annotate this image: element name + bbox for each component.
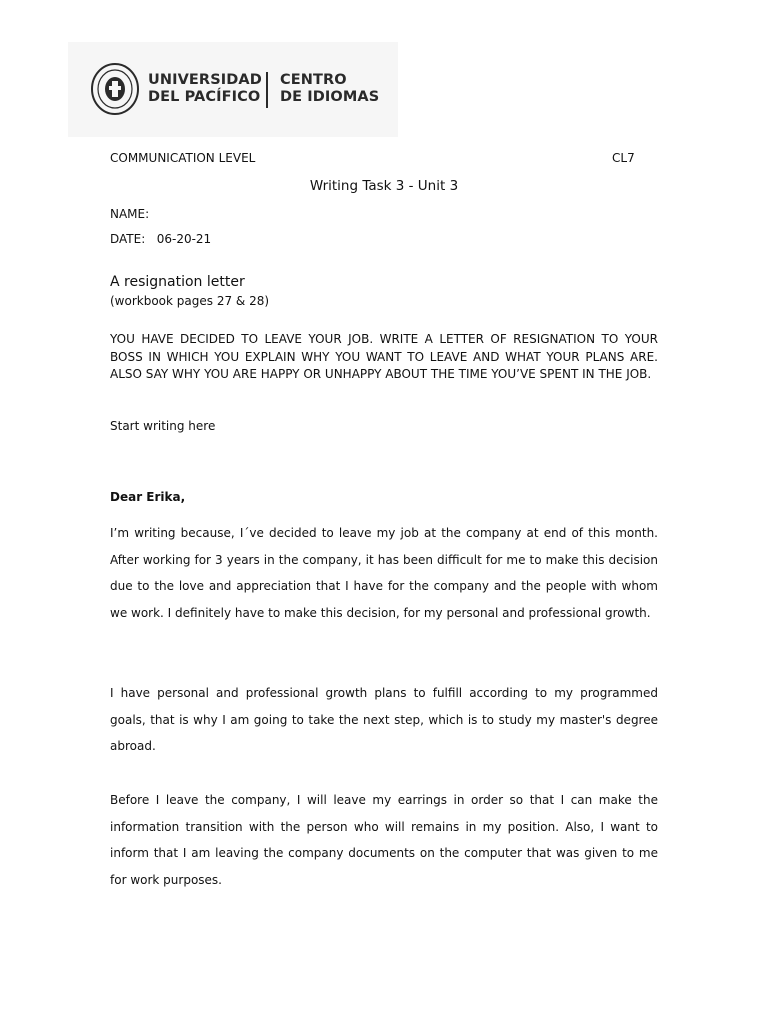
task-title: Writing Task 3 - Unit 3: [309, 178, 459, 194]
letter-paragraph-2: I have personal and professional growth plans to fulfill according to my programmed goals, that is why I am going to take the next step, which is to study my master's degree abroad.: [110, 686, 658, 754]
university-seal-icon: [90, 62, 140, 116]
level-code: CL7: [612, 151, 635, 165]
logo-divider: [266, 72, 268, 108]
instructions: YOU HAVE DECIDED TO LEAVE YOUR JOB. WRITE A LETTER OF RESIGNATION TO YOUR BOSS IN WHICH YOU EXPLAIN WHY YOU WANT TO LEAVE AND WHAT YOUR PLANS ARE. ALSO SAY WHY YOU ARE HAPPY OR UNHAPPY ABOUT THE TIME YOU’VE SPENT IN THE JOB.: [110, 332, 658, 381]
workbook-pages: (workbook pages 27 & 28): [110, 294, 270, 308]
logo-line-1: UNIVERSIDAD: [148, 72, 262, 88]
start-prompt: Start writing here: [110, 419, 216, 433]
letter-paragraph-3: Before I leave the company, I will leave my earrings in order so that I can make the information transition with the person who will remains in my position. Also, I want to inform that I am leaving the company documents on the computer that was given to me for work purposes.: [110, 793, 658, 888]
level-label: COMMUNICATION LEVEL: [110, 151, 256, 165]
letter-greeting: Dear Erika,: [110, 490, 186, 504]
name-label: NAME:: [110, 207, 150, 221]
date-value: 06-20-21: [156, 232, 212, 246]
logo-line-4: DE IDIOMAS: [280, 89, 380, 105]
logo-university-name: [148, 72, 262, 106]
logo-line-3: CENTRO: [280, 72, 347, 88]
date-row: [110, 232, 211, 246]
date-label: DATE:: [110, 232, 146, 246]
letter-paragraph-1: I’m writing because, I´ve decided to leave my job at the company at end of this month. After working for 3 years in the company, it has been difficult for me to make this decision due to the love and appreciation that I have for the company and the people with whom we work. I definitely have to make this decision, for my personal and professional growth.: [110, 526, 658, 621]
logo-line-2: DEL PACÍFICO: [148, 89, 261, 105]
assignment-heading: A resignation letter: [110, 274, 245, 290]
institution-logo: [68, 42, 398, 137]
logo-center-name: [280, 72, 379, 106]
